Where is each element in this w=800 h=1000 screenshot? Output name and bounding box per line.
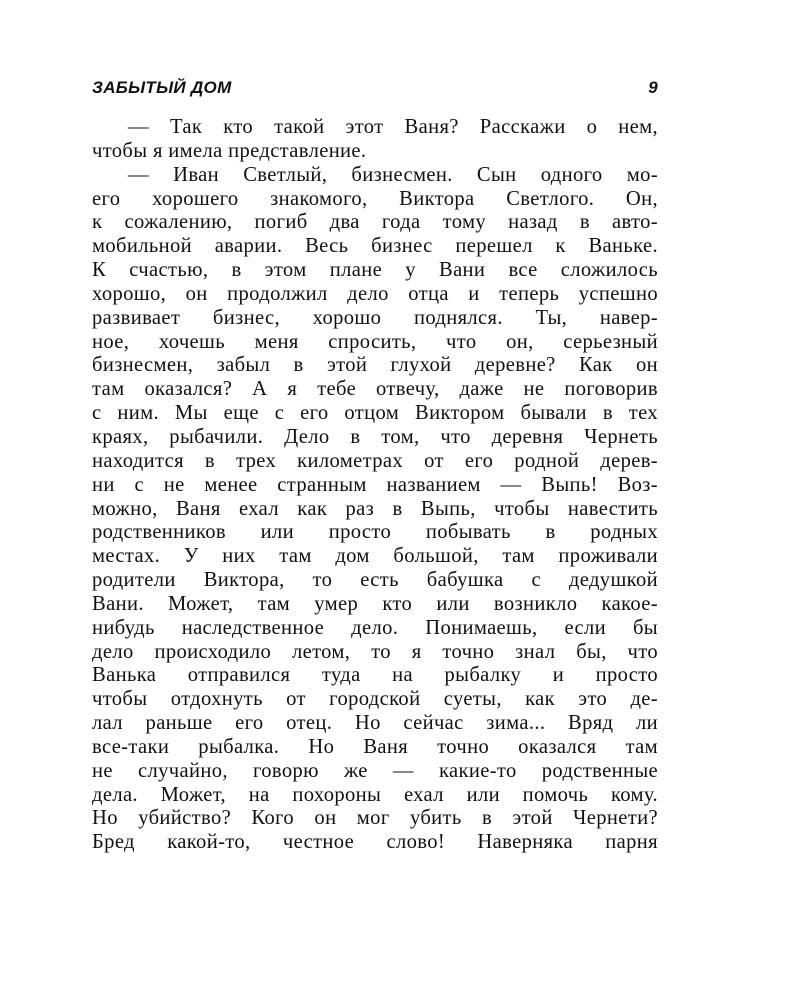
text-line: хорошо, он продолжил дело отца и теперь успешно <box>92 282 658 305</box>
text-line: мобильной аварии. Весь бизнес перешел к Ваньке. <box>92 235 658 258</box>
text-line: там оказался? А я тебе отвечу, даже не поговорив <box>92 378 658 401</box>
text-line: местах. У них там дом большой, там проживали <box>92 545 658 568</box>
text-line: — Иван Светлый, бизнесмен. Сын одного мо- <box>128 163 658 186</box>
text-line: не случайно, говорю же — какие-то родственные <box>92 759 658 782</box>
text-line: с ним. Мы еще с его отцом Виктором бывали в тех <box>92 402 658 425</box>
book-page <box>92 78 658 855</box>
text-line: ни с не менее странным названием — Выпь! Воз- <box>92 473 658 496</box>
text-line: Вани. Может, там умер кто или возникло какое- <box>92 592 658 615</box>
text-line: находится в трех километрах от его родной дерев- <box>92 449 658 472</box>
text-line: родители Виктора, то есть бабушка с дедушкой <box>92 569 658 592</box>
book-title: ЗАБЫТЫЙ ДОМ <box>92 78 232 97</box>
text-line: Бред какой-то, честное слово! Наверняка парня <box>92 831 658 854</box>
text-line: бизнесмен, забыл в этой глухой деревне? Как он <box>92 354 658 377</box>
text-line: К счастью, в этом плане у Вани все сложилось <box>92 259 658 282</box>
text-line: дела. Может, на похороны ехал или помочь кому. <box>92 783 658 806</box>
text-line: чтобы отдохнуть от городской суеты, как это де- <box>92 688 658 711</box>
text-line: все-таки рыбалка. Но Ваня точно оказался там <box>92 735 658 758</box>
text-line: можно, Ваня ехал как раз в Выпь, чтобы навестить <box>92 497 658 520</box>
text-line: лал раньше его отец. Но сейчас зима... Вряд ли <box>92 712 658 735</box>
text-line: Ванька отправился туда на рыбалку и просто <box>92 664 658 687</box>
text-line: дело происходило летом, то я точно знал бы, что <box>92 640 658 663</box>
text-line: его хорошего знакомого, Виктора Светлого. Он, <box>92 187 658 210</box>
text-line: чтобы я имела представление. <box>92 139 367 162</box>
text-line: — Так кто такой этот Ваня? Расскажи о нем, <box>128 116 658 138</box>
running-header <box>92 78 658 102</box>
body-text <box>92 116 658 855</box>
text-line: к сожалению, погиб два года тому назад в авто- <box>92 211 658 234</box>
text-line: нибудь наследственное дело. Понимаешь, если бы <box>92 616 658 639</box>
text-line: ное, хочешь меня спросить, что он, серьезный <box>92 330 658 353</box>
text-line: родственников или просто побывать в родных <box>92 521 658 544</box>
text-line: Но убийство? Кого он мог убить в этой Чернети? <box>92 807 658 830</box>
text-line: краях, рыбачили. Дело в том, что деревня Чернеть <box>92 425 658 448</box>
page-number: 9 <box>648 78 658 97</box>
text-line: развивает бизнес, хорошо поднялся. Ты, навер- <box>92 306 658 329</box>
